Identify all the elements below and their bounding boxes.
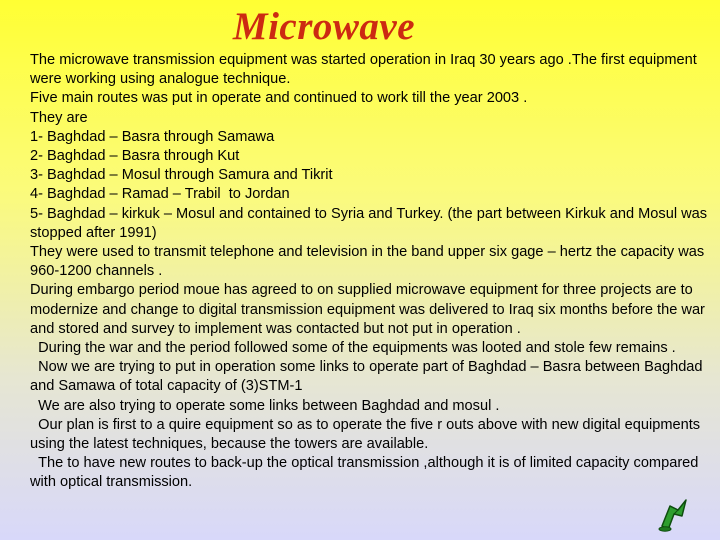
paragraph-they-are: They are <box>30 109 88 126</box>
paragraph-mosul-links: We are also trying to operate some links between Baghdad and mosul . <box>30 397 500 414</box>
green-dish-icon <box>656 496 692 534</box>
list-item-route-2: 2- Baghdad – Basra through Kut <box>30 148 240 165</box>
list-item-route-3: 3- Baghdad – Mosul through Samura and Tikrit <box>30 167 333 184</box>
slide-body <box>30 51 710 493</box>
paragraph-usage: They were used to transmit telephone and television in the band upper six gage – hertz the capacity was 960-1200 channels . <box>30 244 709 280</box>
list-item-route-4: 4- Baghdad – Ramad – Trabil to Jordan <box>30 186 290 203</box>
paragraph-war: During the war and the period followed some of the equipments was looted and stole few remains . <box>30 340 676 357</box>
paragraph-intro: The microwave transmission equipment was started operation in Iraq 30 years ago .The first equipment were working using analogue technique. <box>30 52 701 88</box>
list-item-route-1: 1- Baghdad – Basra through Samawa <box>30 128 275 145</box>
list-item-route-5: 5- Baghdad – kirkuk – Mosul and contained to Syria and Turkey. (the part between Kirkuk and Mosul was stopped after 1991) <box>30 205 712 241</box>
paragraph-backup: The to have new routes to back-up the optical transmission ,although it is of limited capacity compared with optical transmission. <box>30 455 703 491</box>
paragraph-plan: Our plan is first to a quire equipment so as to operate the five r outs above with new digital equipments using the latest techniques, because the towers are available. <box>30 416 705 453</box>
slide-title: Microwave <box>232 5 416 48</box>
paragraph-now: Now we are trying to put in operation some links to operate part of Baghdad – Basra between Baghdad and Samawa of total capacity of (3)STM-1 <box>30 359 707 395</box>
paragraph-embargo: During embargo period moue has agreed to on supplied microwave equipment for three projects are to modernize and change to digital transmission equipment was delivered to Iraq six months before the war and stored and survey to implement was contacted but not put in operation . <box>30 282 709 337</box>
paragraph-routes-summary: Five main routes was put in operate and continued to work till the year 2003 . <box>30 90 528 107</box>
